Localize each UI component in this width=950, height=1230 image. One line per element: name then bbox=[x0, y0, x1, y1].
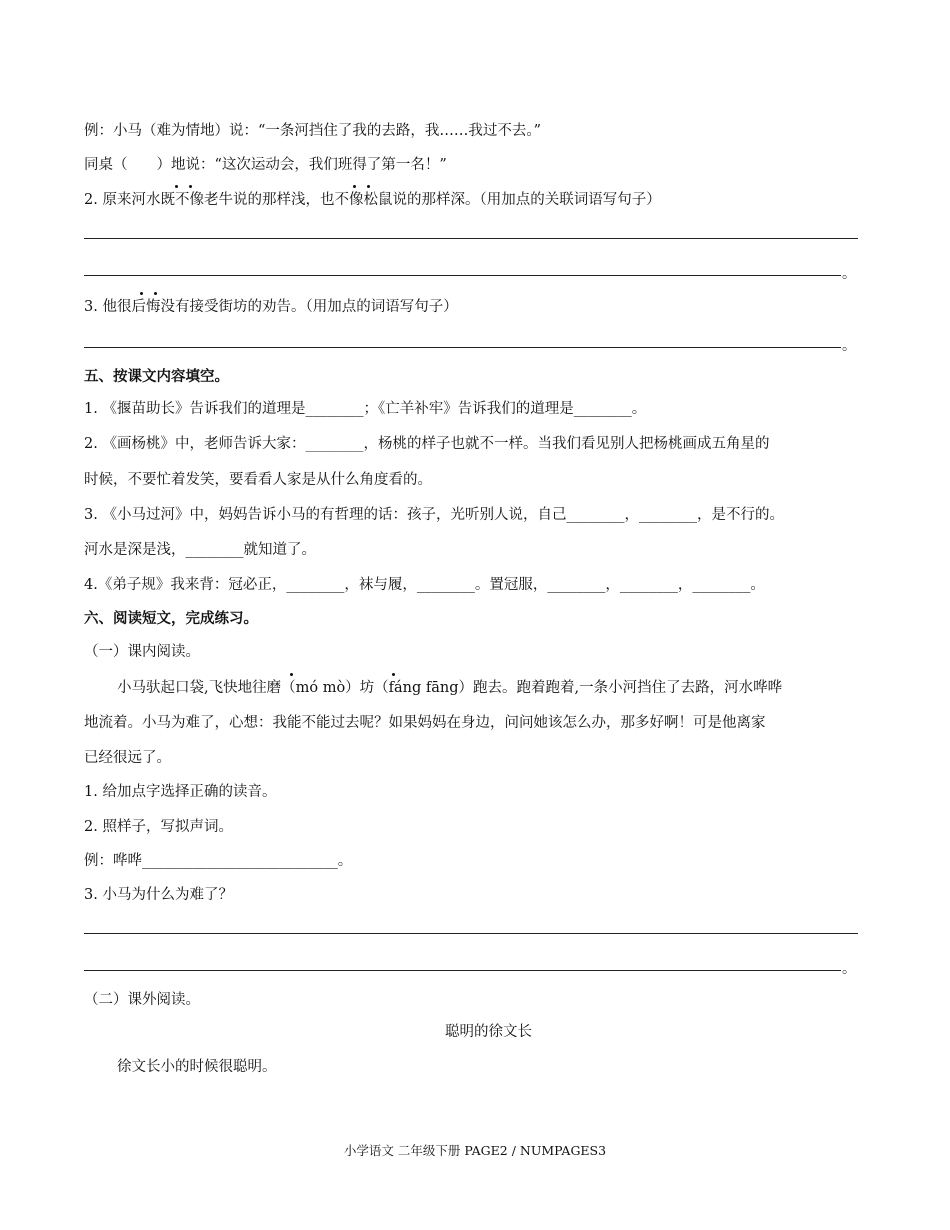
emphasis-dot bbox=[353, 185, 356, 188]
emphasis-dot bbox=[392, 673, 395, 676]
question-5-2-cont: 时候，不要忙着发笑，要看看人家是从什么角度看的。 bbox=[84, 472, 432, 488]
period: 。 bbox=[842, 266, 856, 282]
part-2-label: （二）课外阅读。 bbox=[84, 992, 200, 1008]
answer-line[interactable] bbox=[84, 933, 858, 934]
story-line-1: 徐文长小的时候很聪明。 bbox=[117, 1059, 277, 1075]
emphasis-dot bbox=[290, 673, 293, 676]
emphasis-dot bbox=[140, 292, 143, 295]
passage-line-3: 已经很远了。 bbox=[84, 750, 171, 766]
question-5-1: 1. 《揠苗助长》告诉我们的道理是________；《亡羊补牢》告诉我们的道理是________。 bbox=[84, 401, 647, 417]
tongzhuo-sentence: 同桌（ ）地说：“这次运动会，我们班得了第一名！” bbox=[84, 157, 447, 173]
emphasis-dot bbox=[367, 185, 370, 188]
q2-text-a: 2. 《画杨桃》中，老师告诉大家： bbox=[84, 436, 306, 452]
question-4-3: 3. 他很后悔没有接受街坊的劝告。（用加点的词语写句子） bbox=[84, 299, 458, 315]
emphasis-dot bbox=[175, 185, 178, 188]
question-4-2: 2. 原来河水既不像老牛说的那样浅，也不像松鼠说的那样深。（用加点的关联词语写句子） bbox=[84, 192, 661, 208]
period: 。 bbox=[842, 338, 856, 354]
answer-line[interactable] bbox=[84, 970, 841, 971]
period: 。 bbox=[842, 961, 856, 977]
question-6-2-example: 例：哗哗___________________________。 bbox=[84, 853, 353, 869]
question-5-2 bbox=[84, 434, 769, 454]
q2-blank[interactable]: ________ bbox=[305, 436, 364, 452]
question-6-3: 3. 小马为什么为难了？ bbox=[84, 887, 233, 903]
passage-line-2: 地流着。小马为难了，心想：我能不能过去呢？如果妈妈在身边，问问她该怎么办，那多好啊！可是他离家 bbox=[84, 715, 766, 731]
answer-line[interactable] bbox=[84, 238, 858, 239]
part-1-label: （一）课内阅读。 bbox=[84, 644, 200, 660]
answer-line[interactable] bbox=[84, 275, 841, 276]
question-5-3-cont: 河水是深是浅，________就知道了。 bbox=[84, 542, 316, 558]
emphasis-dot bbox=[154, 292, 157, 295]
section-5-heading: 五、按课文内容填空。 bbox=[84, 369, 229, 385]
example-sentence: 例：小马（难为情地）说：“一条河挡住了我的去路，我……我过不去。” bbox=[84, 123, 542, 139]
page-footer: 小学语文 二年级下册 PAGE2 / NUMPAGES3 bbox=[343, 1143, 607, 1158]
q2-text-b: ，杨桃的样子也就不一样。当我们看见别人把杨桃画成五角星的 bbox=[363, 436, 770, 452]
answer-line[interactable] bbox=[84, 347, 841, 348]
emphasis-dot bbox=[189, 185, 192, 188]
story-title: 聪明的徐文长 bbox=[445, 1024, 532, 1040]
question-6-2: 2. 照样子，写拟声词。 bbox=[84, 819, 233, 835]
question-5-3: 3. 《小马过河》中，妈妈告诉小马的有哲理的话：孩子，光听别人说，自己________，________，是不行的。 bbox=[84, 507, 784, 523]
question-6-1: 1. 给加点字选择正确的读音。 bbox=[84, 784, 277, 800]
passage-line-1: 小马驮起口袋,飞快地往磨（mó mò）坊（fáng fāng）跑去。跑着跑着,一条小河挡住了去路，河水哗哗 bbox=[117, 680, 783, 696]
question-5-4: 4.《弟子规》我来背：冠必正，________，袜与履，________。置冠服，________，________，________。 bbox=[84, 577, 765, 593]
section-6-heading: 六、阅读短文，完成练习。 bbox=[84, 611, 258, 627]
